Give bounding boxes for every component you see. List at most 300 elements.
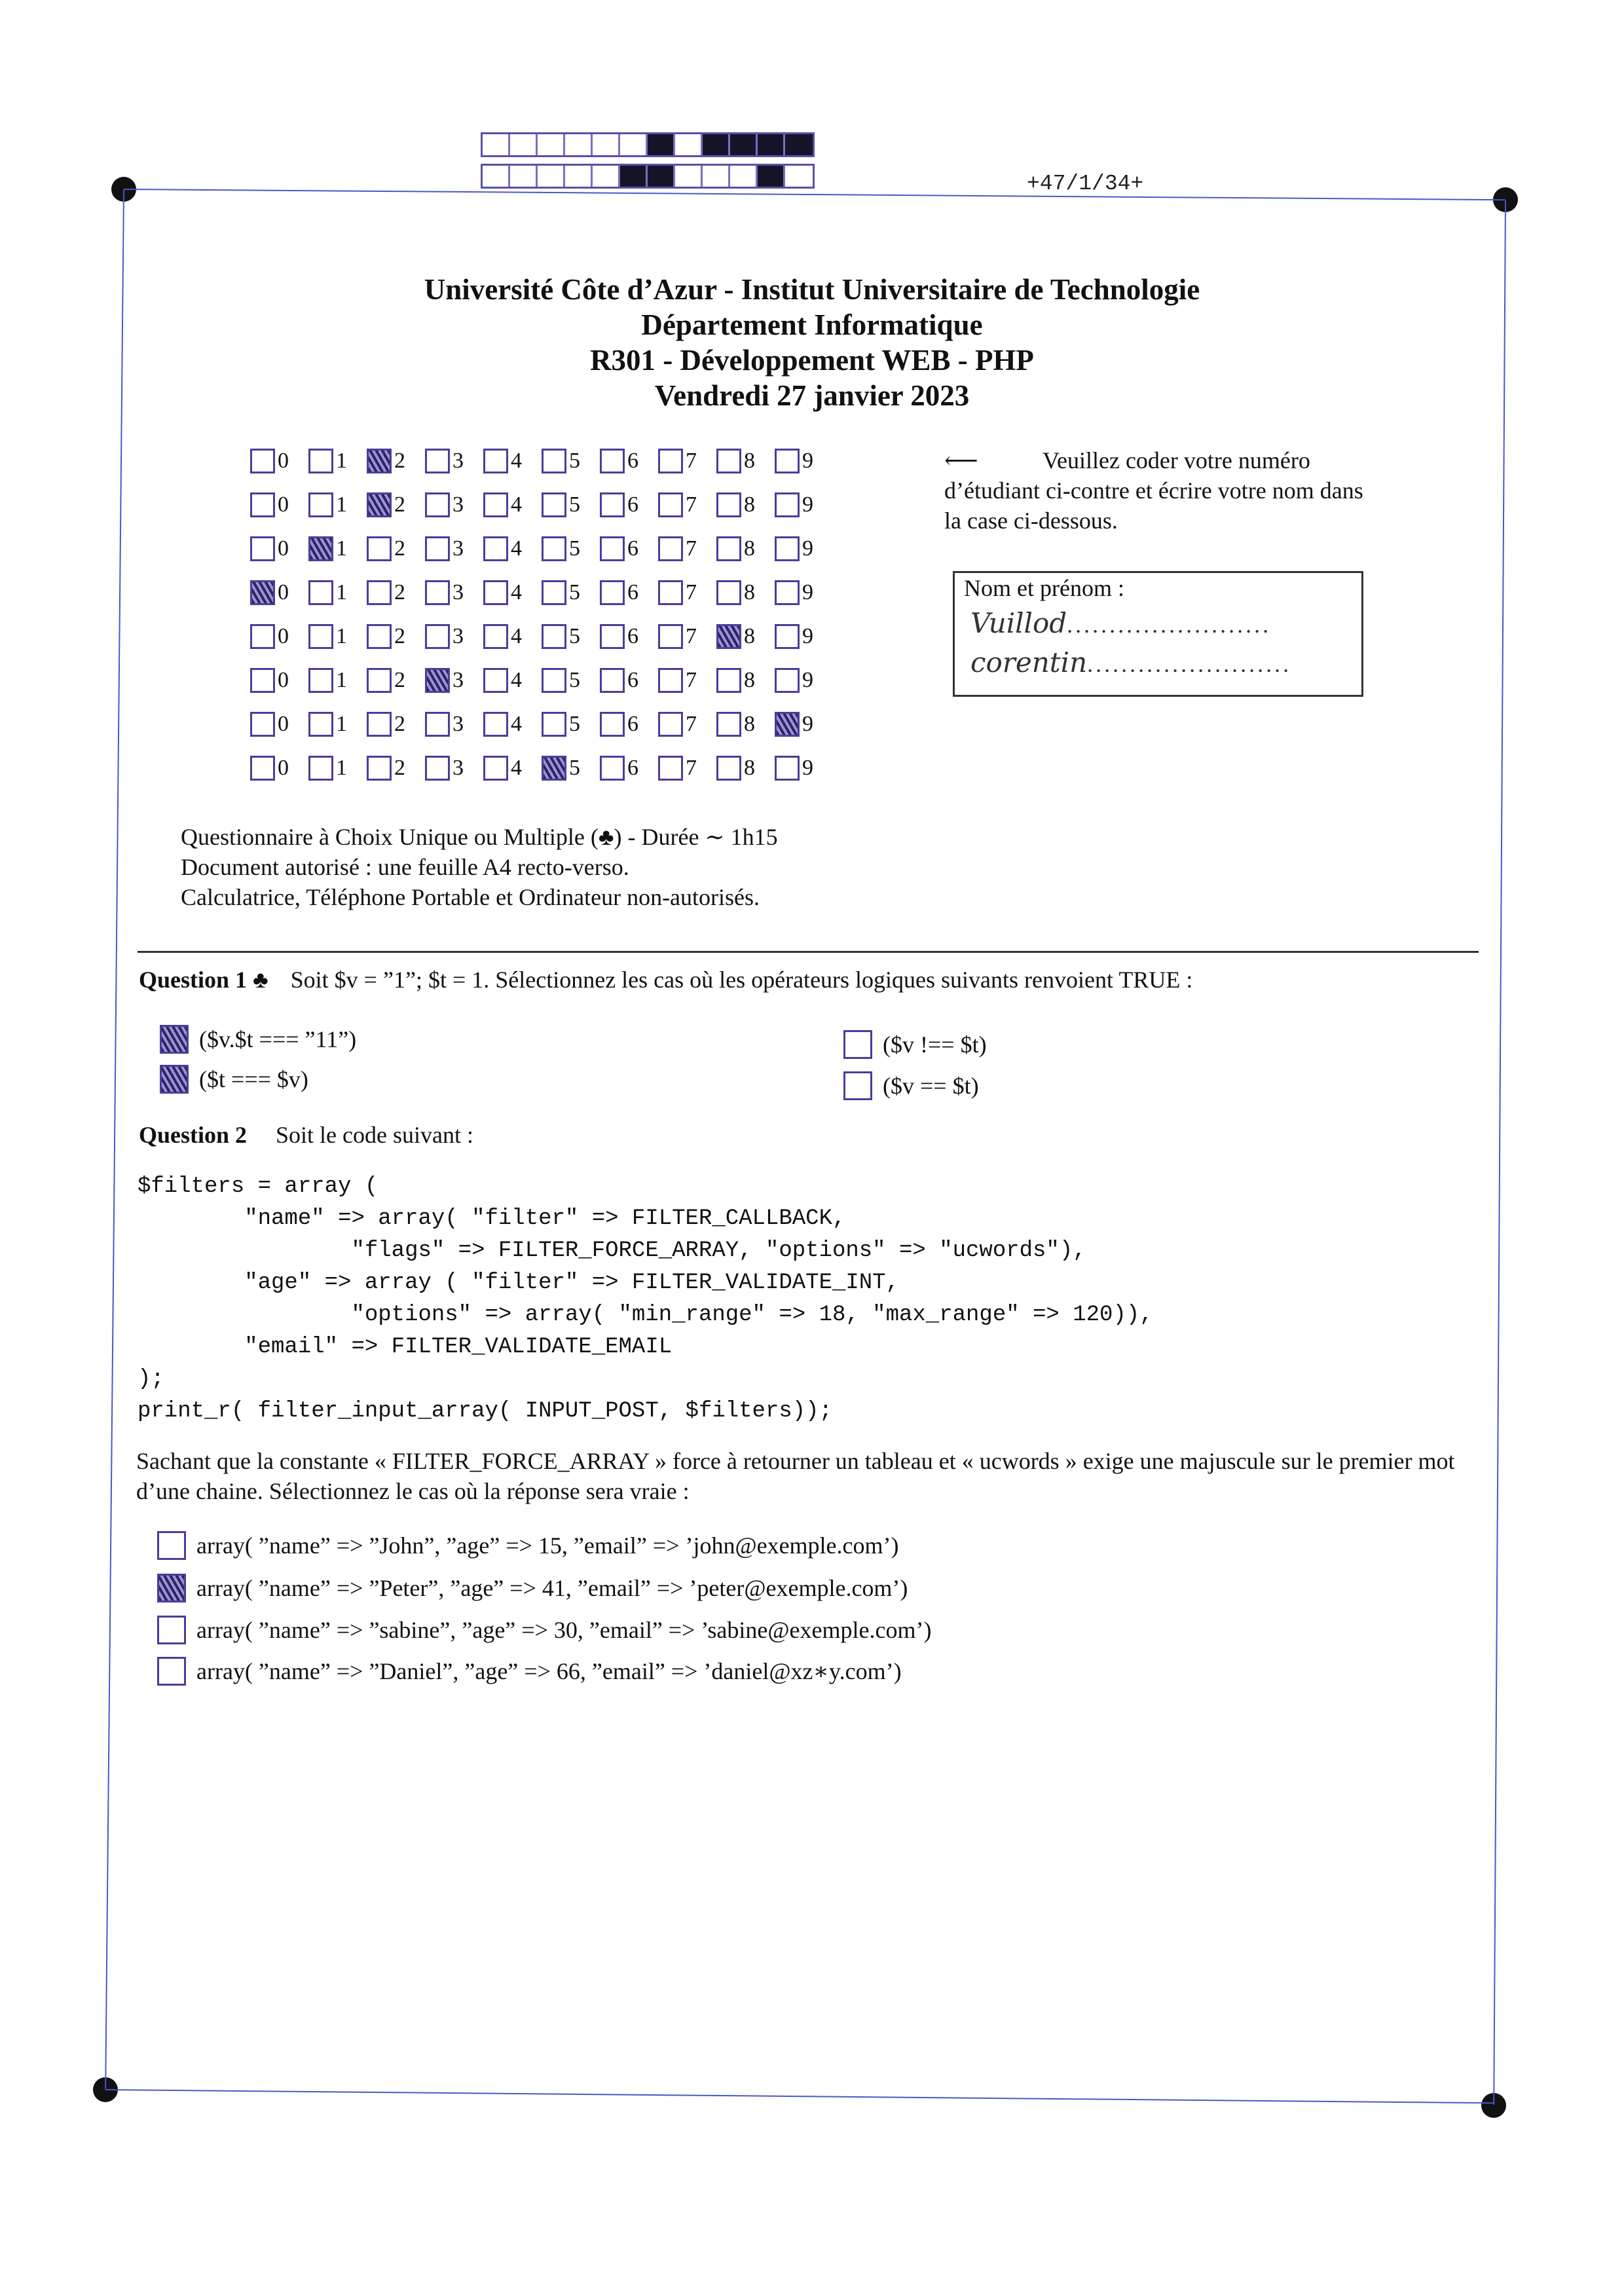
student-id-cell[interactable] — [600, 492, 658, 517]
student-id-digit-label: 1 — [336, 536, 347, 561]
barcode-row-1 — [481, 132, 815, 157]
student-id-digit-label: 0 — [278, 580, 289, 604]
student-id-cell[interactable] — [658, 668, 716, 693]
student-id-cell[interactable] — [716, 756, 775, 781]
student-id-digit-label: 5 — [569, 492, 580, 517]
q1-option-2[interactable] — [160, 1065, 308, 1094]
student-id-digit-label: 4 — [511, 580, 522, 604]
student-id-checkbox[interactable] — [542, 624, 566, 649]
barcode-cell — [483, 134, 510, 155]
student-id-cell[interactable] — [308, 536, 367, 561]
student-id-checkbox[interactable] — [658, 536, 683, 561]
student-id-checkbox[interactable] — [367, 449, 392, 473]
student-id-row — [250, 614, 833, 658]
student-id-checkbox[interactable] — [425, 580, 450, 605]
student-id-cell[interactable] — [658, 536, 716, 561]
question-2-title: Question 2 — [139, 1122, 248, 1148]
student-id-row — [250, 570, 833, 614]
exam-meta-line-2: Document autorisé : une feuille A4 recto-verso. — [181, 854, 629, 880]
student-id-digit-label: 9 — [802, 755, 813, 780]
student-id-checkbox[interactable] — [658, 712, 683, 737]
student-id-digit-label: 4 — [511, 667, 522, 692]
frame-top — [124, 189, 1505, 200]
header-university: Université Côte d’Azur - Institut Universitaire de Technologie — [424, 273, 1200, 306]
student-id-cell[interactable] — [308, 712, 367, 737]
student-id-cell[interactable] — [250, 624, 308, 649]
student-id-cell[interactable] — [367, 624, 425, 649]
student-id-cell[interactable] — [716, 449, 775, 473]
name-line-1 — [970, 607, 1271, 639]
student-id-cell[interactable] — [600, 624, 658, 649]
student-id-checkbox[interactable] — [308, 756, 333, 781]
q1-option-3-label: ($v !== $t) — [883, 1031, 987, 1058]
student-id-checkbox[interactable] — [483, 449, 508, 473]
student-id-checkbox[interactable] — [367, 756, 392, 781]
question-2-explanation: Sachant que la constante « FILTER_FORCE_ARRAY » force à retourner un tableau et « ucwords » exige une majuscule sur le premier mot d’une chaine. Sélectionnez le cas où la réponse sera vraie : — [136, 1448, 1455, 1504]
student-id-checkbox[interactable] — [542, 536, 566, 561]
student-id-digit-label: 5 — [569, 623, 580, 648]
student-id-checkbox[interactable] — [483, 536, 508, 561]
student-id-checkbox[interactable] — [250, 449, 275, 473]
q1-option-1-label: ($v.$t === ”11”) — [199, 1026, 357, 1052]
student-id-cell[interactable] — [250, 756, 308, 781]
student-id-digit-label: 7 — [686, 580, 697, 604]
q2-option-3[interactable] — [157, 1616, 931, 1644]
barcode-cell — [703, 166, 730, 187]
student-id-checkbox[interactable] — [600, 668, 625, 693]
student-id-checkbox[interactable] — [775, 449, 800, 473]
student-id-checkbox[interactable] — [367, 668, 392, 693]
handwritten-firstname: corentin — [970, 646, 1088, 678]
student-id-checkbox[interactable] — [542, 756, 566, 781]
student-id-digit-label: 9 — [802, 667, 813, 692]
student-id-cell[interactable] — [600, 756, 658, 781]
exam-meta — [181, 822, 778, 912]
student-id-cell[interactable] — [483, 712, 542, 737]
q2-option-2[interactable] — [157, 1574, 908, 1602]
student-id-digit-label: 5 — [569, 667, 580, 692]
student-id-digit-label: 7 — [686, 536, 697, 561]
student-id-cell[interactable] — [542, 449, 600, 473]
student-id-digit-label: 4 — [511, 536, 522, 561]
question-1-header — [139, 966, 1192, 993]
question-2-text: Soit le code suivant : — [276, 1122, 473, 1148]
barcode-cell — [703, 134, 730, 155]
q1-option-2-checkbox[interactable] — [160, 1065, 189, 1094]
student-id-cell[interactable] — [367, 668, 425, 693]
student-id-row — [250, 702, 833, 746]
q2-option-3-checkbox[interactable] — [157, 1616, 186, 1644]
student-id-cell[interactable] — [367, 580, 425, 605]
student-id-checkbox[interactable] — [483, 492, 508, 517]
code-line: "name" => array( "filter" => FILTER_CALLBACK, — [138, 1206, 846, 1231]
student-id-checkbox[interactable] — [658, 492, 683, 517]
student-id-digit-label: 5 — [569, 448, 580, 473]
student-id-cell[interactable] — [250, 580, 308, 605]
student-id-cell[interactable] — [425, 624, 483, 649]
student-id-digit-label: 7 — [686, 623, 697, 648]
student-id-digit-label: 3 — [452, 623, 464, 648]
student-id-digit-label: 7 — [686, 755, 697, 780]
student-id-cell[interactable] — [658, 492, 716, 517]
student-id-cell[interactable] — [542, 492, 600, 517]
student-id-cell[interactable] — [367, 449, 425, 473]
student-id-checkbox[interactable] — [425, 492, 450, 517]
student-id-checkbox[interactable] — [308, 580, 333, 605]
student-id-cell[interactable] — [483, 580, 542, 605]
name-box[interactable] — [953, 571, 1363, 697]
q2-option-2-checkbox[interactable] — [157, 1574, 186, 1602]
q1-option-3[interactable] — [843, 1030, 987, 1059]
student-id-checkbox[interactable] — [716, 449, 741, 473]
student-id-checkbox[interactable] — [542, 449, 566, 473]
q1-option-2-label: ($t === $v) — [199, 1066, 308, 1092]
student-id-checkbox[interactable] — [658, 449, 683, 473]
barcode-cell — [510, 134, 538, 155]
student-id-checkbox[interactable] — [425, 668, 450, 693]
student-id-digit-label: 4 — [511, 448, 522, 473]
student-id-checkbox[interactable] — [425, 449, 450, 473]
student-id-checkbox[interactable] — [308, 624, 333, 649]
student-id-cell[interactable] — [308, 756, 367, 781]
student-id-digit-label: 3 — [452, 755, 464, 780]
code-line: "age" => array ( "filter" => FILTER_VALIDATE_INT, — [138, 1270, 899, 1295]
student-id-digit-label: 8 — [744, 711, 755, 736]
student-id-cell[interactable] — [483, 668, 542, 693]
barcode-cell — [593, 166, 620, 187]
student-id-cell[interactable] — [542, 756, 600, 781]
name-box-label: Nom et prénom : — [964, 575, 1124, 601]
student-id-checkbox[interactable] — [658, 756, 683, 781]
student-id-cell[interactable] — [542, 580, 600, 605]
q2-option-1[interactable] — [157, 1531, 899, 1560]
student-id-cell[interactable] — [775, 756, 833, 781]
code-line: "flags" => FILTER_FORCE_ARRAY, "options" => "ucwords"), — [138, 1238, 1086, 1263]
barcode-cell — [648, 134, 675, 155]
barcode-cell — [648, 166, 675, 187]
student-id-digit-label: 5 — [569, 580, 580, 604]
student-id-digit-label: 6 — [627, 755, 638, 780]
student-id-digit-label: 8 — [744, 667, 755, 692]
student-id-digit-label: 3 — [452, 580, 464, 604]
student-id-cell[interactable] — [250, 668, 308, 693]
barcode-cell — [565, 166, 593, 187]
barcode-cell — [538, 134, 565, 155]
barcode-cell — [675, 134, 703, 155]
student-id-cell[interactable] — [658, 756, 716, 781]
student-id-digit-label: 6 — [627, 580, 638, 604]
student-id-cell[interactable] — [542, 624, 600, 649]
student-id-checkbox[interactable] — [250, 580, 275, 605]
student-id-cell[interactable] — [308, 449, 367, 473]
student-id-checkbox[interactable] — [483, 580, 508, 605]
student-id-checkbox[interactable] — [483, 712, 508, 737]
student-id-checkbox[interactable] — [367, 536, 392, 561]
student-id-checkbox[interactable] — [775, 492, 800, 517]
barcode-cell — [730, 134, 758, 155]
student-id-cell[interactable] — [425, 449, 483, 473]
student-id-digit-label: 1 — [336, 492, 347, 517]
student-id-checkbox[interactable] — [775, 580, 800, 605]
student-id-cell[interactable] — [250, 492, 308, 517]
student-id-cell[interactable] — [775, 668, 833, 693]
student-id-digit-label: 6 — [627, 667, 638, 692]
student-id-checkbox[interactable] — [600, 756, 625, 781]
student-id-checkbox[interactable] — [308, 492, 333, 517]
student-id-digit-label: 1 — [336, 623, 347, 648]
student-id-cell[interactable] — [600, 580, 658, 605]
student-id-checkbox[interactable] — [658, 668, 683, 693]
student-id-cell[interactable] — [716, 624, 775, 649]
student-id-digit-label: 3 — [452, 448, 464, 473]
q2-option-4-checkbox[interactable] — [157, 1657, 186, 1686]
student-id-checkbox[interactable] — [367, 492, 392, 517]
student-id-cell[interactable] — [367, 712, 425, 737]
student-id-checkbox[interactable] — [308, 449, 333, 473]
student-id-cell[interactable] — [367, 756, 425, 781]
student-id-digit-label: 2 — [394, 711, 405, 736]
student-id-checkbox[interactable] — [716, 712, 741, 737]
student-id-digit-label: 3 — [452, 492, 464, 517]
student-id-checkbox[interactable] — [425, 712, 450, 737]
student-id-checkbox[interactable] — [367, 624, 392, 649]
student-id-checkbox[interactable] — [250, 536, 275, 561]
student-id-cell[interactable] — [308, 624, 367, 649]
student-id-digit-label: 8 — [744, 580, 755, 604]
student-id-cell[interactable] — [658, 449, 716, 473]
barcode-cell — [785, 134, 813, 155]
student-id-cell[interactable] — [716, 580, 775, 605]
student-id-checkbox[interactable] — [308, 668, 333, 693]
student-id-checkbox[interactable] — [250, 492, 275, 517]
code-line: ); — [138, 1367, 164, 1392]
code-line: $filters = array ( — [138, 1174, 378, 1199]
student-id-digit-label: 8 — [744, 623, 755, 648]
student-id-digit-label: 0 — [278, 536, 289, 561]
student-id-checkbox[interactable] — [600, 712, 625, 737]
student-id-cell[interactable] — [483, 492, 542, 517]
student-id-checkbox[interactable] — [542, 580, 566, 605]
student-id-cell[interactable] — [425, 580, 483, 605]
student-id-cell[interactable] — [600, 449, 658, 473]
student-id-checkbox[interactable] — [775, 668, 800, 693]
id-instructions — [944, 445, 1376, 536]
student-id-digit-label: 7 — [686, 667, 697, 692]
student-id-checkbox[interactable] — [775, 712, 800, 737]
student-id-checkbox[interactable] — [716, 668, 741, 693]
student-id-checkbox[interactable] — [483, 624, 508, 649]
student-id-cell[interactable] — [425, 668, 483, 693]
student-id-digit-label: 9 — [802, 448, 813, 473]
student-id-digit-label: 2 — [394, 580, 405, 604]
student-id-checkbox[interactable] — [658, 624, 683, 649]
student-id-grid — [250, 439, 833, 790]
student-id-cell[interactable] — [483, 536, 542, 561]
student-id-checkbox[interactable] — [658, 580, 683, 605]
student-id-row — [250, 439, 833, 483]
student-id-cell[interactable] — [775, 536, 833, 561]
student-id-digit-label: 3 — [452, 536, 464, 561]
student-id-cell[interactable] — [483, 624, 542, 649]
student-id-cell[interactable] — [425, 756, 483, 781]
student-id-cell[interactable] — [308, 668, 367, 693]
handwritten-surname: Vuillod — [970, 607, 1067, 639]
q2-option-4[interactable] — [157, 1657, 902, 1686]
student-id-checkbox[interactable] — [716, 580, 741, 605]
barcode-cell — [758, 134, 785, 155]
student-id-digit-label: 8 — [744, 755, 755, 780]
student-id-checkbox[interactable] — [308, 536, 333, 561]
student-id-digit-label: 7 — [686, 711, 697, 736]
student-id-cell[interactable] — [600, 536, 658, 561]
frame-right — [1493, 200, 1506, 2105]
student-id-cell[interactable] — [425, 536, 483, 561]
student-id-cell[interactable] — [483, 756, 542, 781]
student-id-checkbox[interactable] — [425, 756, 450, 781]
q1-option-4[interactable] — [843, 1071, 979, 1100]
student-id-digit-label: 2 — [394, 667, 405, 692]
student-id-digit-label: 9 — [802, 492, 813, 517]
name-line-2 — [970, 646, 1291, 678]
student-id-checkbox[interactable] — [716, 492, 741, 517]
student-id-cell[interactable] — [425, 492, 483, 517]
student-id-digit-label: 9 — [802, 536, 813, 561]
student-id-cell[interactable] — [775, 624, 833, 649]
student-id-checkbox[interactable] — [250, 668, 275, 693]
student-id-digit-label: 6 — [627, 448, 638, 473]
q1-option-1-checkbox[interactable] — [160, 1025, 189, 1054]
code-line: "email" => FILTER_VALIDATE_EMAIL — [138, 1335, 673, 1360]
student-id-cell[interactable] — [542, 536, 600, 561]
barcode-cell — [538, 166, 565, 187]
student-id-cell[interactable] — [658, 712, 716, 737]
code-line: print_r( filter_input_array( INPUT_POST, $filters)); — [138, 1399, 832, 1424]
student-id-cell[interactable] — [367, 492, 425, 517]
barcode-cell — [675, 166, 703, 187]
student-id-cell[interactable] — [250, 449, 308, 473]
student-id-digit-label: 7 — [686, 492, 697, 517]
exam-meta-line-1: Questionnaire à Choix Unique ou Multiple (♣) - Durée ∼ 1h15 — [181, 824, 778, 850]
exam-meta-line-3: Calculatrice, Téléphone Portable et Ordinateur non-autorisés. — [181, 884, 760, 910]
student-id-checkbox[interactable] — [250, 756, 275, 781]
student-id-digit-label: 2 — [394, 492, 405, 517]
student-id-cell[interactable] — [775, 580, 833, 605]
student-id-checkbox[interactable] — [775, 756, 800, 781]
student-id-digit-label: 3 — [452, 711, 464, 736]
question-1-text: Soit $v = ”1”; $t = 1. Sélectionnez les cas où les opérateurs logiques suivants renvoient TRUE : — [290, 967, 1193, 993]
section-divider — [138, 951, 1479, 953]
q2-option-3-label: array( ”name” => ”sabine”, ”age” => 30, ”email” => ’sabine@exemple.com’) — [196, 1617, 932, 1643]
header-department: Département Informatique — [641, 308, 983, 341]
student-id-checkbox[interactable] — [367, 580, 392, 605]
q2-option-1-checkbox[interactable] — [157, 1531, 186, 1560]
student-id-checkbox[interactable] — [483, 668, 508, 693]
student-id-cell[interactable] — [483, 449, 542, 473]
student-id-cell[interactable] — [775, 492, 833, 517]
student-id-row — [250, 746, 833, 790]
student-id-digit-label: 0 — [278, 667, 289, 692]
student-id-digit-label: 0 — [278, 492, 289, 517]
student-id-digit-label: 0 — [278, 623, 289, 648]
student-id-checkbox[interactable] — [600, 449, 625, 473]
student-id-digit-label: 0 — [278, 711, 289, 736]
student-id-digit-label: 9 — [802, 580, 813, 604]
student-id-checkbox[interactable] — [367, 712, 392, 737]
question-1-title: Question 1 ♣ — [139, 967, 268, 993]
barcode-cell — [785, 166, 813, 187]
student-id-checkbox[interactable] — [542, 492, 566, 517]
student-id-cell[interactable] — [716, 712, 775, 737]
student-id-cell[interactable] — [542, 668, 600, 693]
student-id-checkbox[interactable] — [250, 712, 275, 737]
student-id-cell[interactable] — [658, 624, 716, 649]
student-id-cell[interactable] — [425, 712, 483, 737]
student-id-digit-label: 0 — [278, 448, 289, 473]
student-id-cell[interactable] — [775, 712, 833, 737]
code-block — [138, 1171, 1153, 1428]
q1-option-1[interactable] — [160, 1025, 356, 1054]
student-id-checkbox[interactable] — [250, 624, 275, 649]
student-id-cell[interactable] — [716, 492, 775, 517]
student-id-checkbox[interactable] — [308, 712, 333, 737]
student-id-checkbox[interactable] — [775, 536, 800, 561]
student-id-digit-label: 6 — [627, 492, 638, 517]
student-id-checkbox[interactable] — [600, 580, 625, 605]
student-id-cell[interactable] — [250, 712, 308, 737]
student-id-digit-label: 1 — [336, 580, 347, 604]
student-id-checkbox[interactable] — [600, 492, 625, 517]
q2-option-4-label: array( ”name” => ”Daniel”, ”age” => 66, ”email” => ’daniel@xz∗y.com’) — [196, 1658, 902, 1684]
student-id-cell[interactable] — [600, 668, 658, 693]
student-id-checkbox[interactable] — [542, 712, 566, 737]
student-id-checkbox[interactable] — [425, 624, 450, 649]
student-id-checkbox[interactable] — [600, 624, 625, 649]
student-id-checkbox[interactable] — [425, 536, 450, 561]
student-id-cell[interactable] — [716, 668, 775, 693]
student-id-cell[interactable] — [600, 712, 658, 737]
student-id-checkbox[interactable] — [716, 624, 741, 649]
student-id-checkbox[interactable] — [483, 756, 508, 781]
student-id-cell[interactable] — [775, 449, 833, 473]
q1-option-3-checkbox[interactable] — [843, 1030, 872, 1059]
student-id-digit-label: 2 — [394, 755, 405, 780]
student-id-checkbox[interactable] — [775, 624, 800, 649]
student-id-cell[interactable] — [542, 712, 600, 737]
student-id-cell[interactable] — [716, 536, 775, 561]
student-id-checkbox[interactable] — [542, 668, 566, 693]
barcode-row-2 — [481, 164, 815, 189]
student-id-cell[interactable] — [367, 536, 425, 561]
student-id-cell[interactable] — [658, 580, 716, 605]
student-id-row — [250, 527, 833, 570]
student-id-checkbox[interactable] — [716, 536, 741, 561]
student-id-digit-label: 8 — [744, 448, 755, 473]
header-course: R301 - Développement WEB - PHP — [590, 344, 1034, 377]
student-id-digit-label: 8 — [744, 492, 755, 517]
student-id-cell[interactable] — [308, 580, 367, 605]
q1-option-4-checkbox[interactable] — [843, 1071, 872, 1100]
student-id-checkbox[interactable] — [716, 756, 741, 781]
student-id-digit-label: 5 — [569, 536, 580, 561]
barcode-cell — [620, 166, 648, 187]
student-id-digit-label: 4 — [511, 623, 522, 648]
student-id-digit-label: 9 — [802, 711, 813, 736]
student-id-digit-label: 5 — [569, 711, 580, 736]
student-id-cell[interactable] — [250, 536, 308, 561]
student-id-checkbox[interactable] — [600, 536, 625, 561]
barcode-cell — [593, 134, 620, 155]
student-id-cell[interactable] — [308, 492, 367, 517]
